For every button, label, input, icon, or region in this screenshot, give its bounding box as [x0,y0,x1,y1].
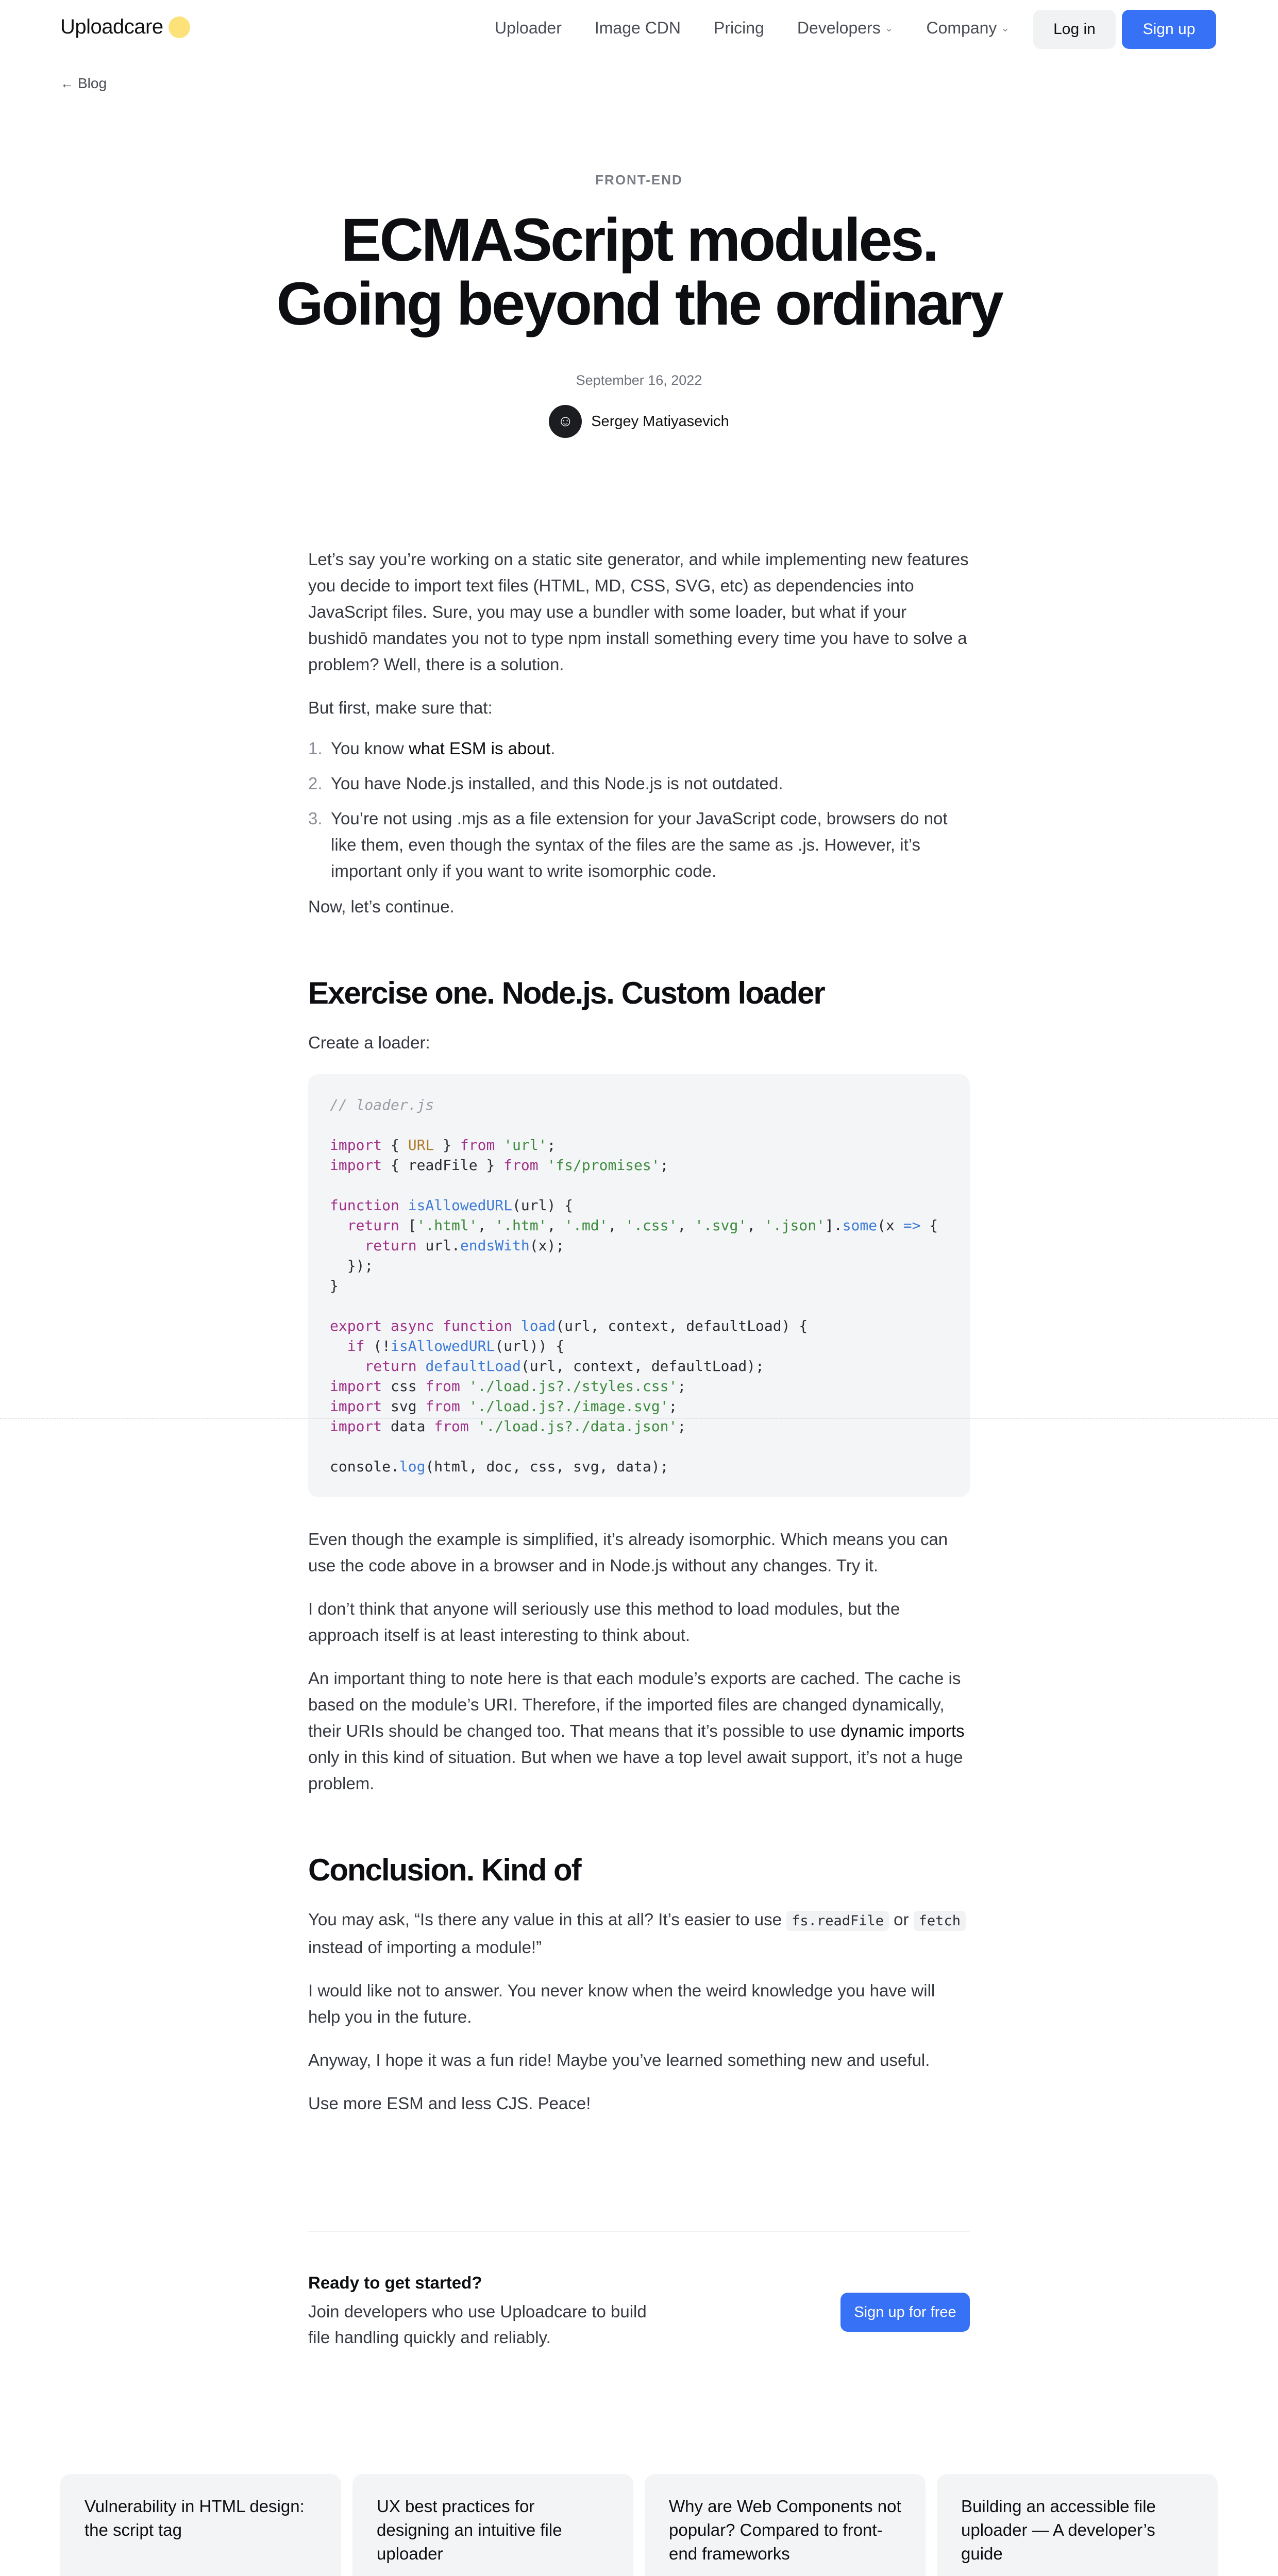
paragraph [308,1665,970,1797]
paragraph [308,1906,970,1960]
code-token: return [364,1358,417,1375]
paragraph: Even though the example is simplified, it’s already isomorphic. Which means you can use the code above in a browser and in Node.js without any changes. Try it. [308,1530,948,1575]
code-token: ; [677,1418,686,1435]
related-posts [60,2474,1218,2576]
nav-item-image-cdn[interactable] [595,19,681,38]
code-token: from [425,1378,460,1395]
code-token: '.htm' [495,1217,547,1234]
code-token [495,1137,503,1154]
code-token: import [330,1398,382,1415]
code-line [330,1296,948,1316]
author-name: Sergey Matiyasevich [591,413,729,430]
nav-item-pricing[interactable] [714,19,764,38]
list-text: You know [331,739,409,758]
intro-paragraph: Let’s say you’re working on a static site generator, and while implementing new features you decide to import text files (HTML, MD, CSS, SVG, etc) as dependencies into JavaScript files. Sure, you may use a bundler with some loader, but what if your bushidō mandates you not to type npm install something every time you have to solve a problem? Well, there is a solution. [308,550,969,674]
code-token: (! [364,1337,391,1354]
inline-code: fetch [914,1911,966,1931]
code-token: './load.js?./data.json' [477,1418,678,1435]
post-date: September 16, 2022 [576,372,702,388]
post-title [0,208,1278,336]
cta-section [308,2273,970,2350]
paragraph: Use more ESM and less CJS. Peace! [308,2094,591,2113]
code-line [330,1456,948,1477]
code-token: function [330,1197,399,1214]
related-post-card[interactable] [352,2474,633,2576]
code-token: css [382,1378,426,1395]
code-token: , [477,1217,495,1234]
code-token: './load.js?./styles.css' [468,1378,678,1395]
code-token: svg [382,1398,426,1415]
logo-sun-icon [169,16,190,38]
card-title: Why are Web Components not popular? Compared to front-end frameworks [669,2497,901,2563]
code-line [330,1256,948,1276]
code-line [330,1376,948,1396]
code-token: , [547,1217,565,1234]
related-post-card[interactable] [60,2474,341,2576]
code-token: , [747,1217,764,1234]
code-token [512,1317,521,1334]
code-token: url. [416,1237,460,1254]
section-divider [308,2231,970,2232]
code-token: '.svg' [695,1217,747,1234]
code-token: { readFile } [382,1157,504,1174]
nav-label: Developers [797,19,881,37]
code-line [330,1276,948,1296]
code-token: (url, context, defaultLoad) { [556,1317,808,1334]
paragraph-text: or [888,1910,914,1929]
code-token: URL [408,1137,434,1154]
code-token: { [382,1137,408,1154]
section-heading-exercise: Exercise one. Node.js. Custom loader [308,976,825,1010]
code-token: '.md' [564,1217,608,1234]
code-token [330,1217,347,1234]
chevron-down-icon: ⌄ [1001,23,1010,34]
arrow-left-icon: ← [60,75,74,91]
code-token: (html, doc, css, svg, data); [425,1458,669,1475]
list-text: . [550,739,556,758]
nav-label: Company [926,19,997,37]
code-token: (x [877,1217,903,1234]
code-token: isAllowedURL [408,1197,513,1214]
paragraph: Now, let’s continue. [308,897,455,916]
back-link-label: Blog [78,75,107,91]
nav-label: Uploader [495,19,562,37]
paragraph: I would like not to answer. You never know when the weird knowledge you have will help you in the future. [308,1981,935,2026]
code-line [330,1135,948,1155]
title-line-2: Going beyond the ordinary [276,270,1002,338]
code-token: import [330,1378,382,1395]
paragraph: Create a loader: [308,1033,430,1052]
code-token [330,1337,347,1354]
requirements-list [308,735,970,884]
code-token: ; [547,1137,556,1154]
nav-item-developers[interactable] [797,19,894,38]
list-number: 3. [308,809,323,828]
code-token: ]. [825,1217,843,1234]
list-number: 2. [308,774,323,793]
code-token: defaultLoad [425,1358,521,1375]
code-token: } [434,1137,460,1154]
code-token: (url)) { [495,1337,565,1354]
signup-button[interactable]: Sign up [1122,10,1216,49]
code-line [330,1416,948,1436]
code-token: }); [330,1257,374,1274]
code-token: ; [677,1378,686,1395]
dynamic-imports-link[interactable]: dynamic imports [840,1721,965,1740]
title-line-1: ECMAScript modules. [341,206,937,274]
code-token: some [842,1217,878,1234]
list-item [308,770,970,796]
uploadcare-logo[interactable] [60,15,190,39]
code-token: (url, context, defaultLoad); [520,1358,764,1375]
code-token: function [443,1317,513,1334]
nav-label: Image CDN [594,19,681,37]
code-line [330,1336,948,1356]
code-token: './load.js?./image.svg' [468,1398,669,1415]
article-body [308,546,970,2116]
code-token: import [330,1418,382,1435]
esm-link[interactable]: what ESM is about [409,739,551,758]
code-token: data [382,1418,434,1435]
code-line [330,1095,948,1115]
author-avatar: ☺ [549,405,582,438]
card-title: Vulnerability in HTML design: the script tag [85,2497,305,2539]
paragraph: Anyway, I hope it was a fun ride! Maybe you’ve learned something new and useful. [308,2050,930,2070]
code-line [330,1235,948,1256]
cta-title: Ready to get started? [308,2273,482,2292]
card-title: UX best practices for designing an intuitive file uploader [377,2497,562,2563]
code-token: '.json' [764,1217,825,1234]
code-token: (x); [529,1237,565,1254]
section-heading-conclusion: Conclusion. Kind of [308,1853,581,1887]
card-title: Building an accessible file uploader — A developer’s guide [961,2497,1156,2563]
code-token: } [330,1277,339,1294]
code-token: async [391,1317,434,1334]
code-token [539,1157,547,1174]
post-author[interactable] [0,405,1278,438]
code-token: ; [660,1157,669,1174]
back-to-blog-link[interactable] [60,75,107,92]
code-token: (url) { [512,1197,574,1214]
code-line [330,1195,948,1215]
paragraph: But first, make sure that: [308,698,493,717]
code-token: , [677,1217,695,1234]
code-token: => [903,1217,921,1234]
code-line [330,1115,948,1135]
code-token: log [399,1458,426,1475]
code-token: from [460,1137,495,1154]
code-token: [ [399,1217,417,1234]
code-line [330,1316,948,1336]
code-token: return [347,1217,399,1234]
nav-label: Pricing [714,19,764,37]
code-line [330,1215,948,1235]
code-token: import [330,1157,382,1174]
code-token: { [920,1217,938,1234]
paragraph-text: You may ask, “Is there any value in this at all? It’s easier to use [308,1910,787,1929]
code-token: '.css' [625,1217,678,1234]
code-line [330,1175,948,1195]
list-number: 1. [308,739,323,758]
code-token [460,1398,469,1415]
paragraph-text: instead of importing a module!” [308,1938,542,1957]
cta-text: Join developers who use Uploadcare to build file handling quickly and reliably. [308,2302,647,2347]
code-token: 'url' [503,1137,547,1154]
login-button[interactable]: Log in [1033,10,1116,49]
code-line [330,1396,948,1416]
paragraph: I don’t think that anyone will seriously use this method to load modules, but the approach itself is at least interesting to think about. [308,1599,900,1645]
code-token: , [608,1217,626,1234]
code-token: from [503,1157,539,1174]
code-token: console. [330,1458,399,1475]
code-token: endsWith [460,1237,530,1254]
code-token [417,1358,426,1375]
code-token [399,1197,408,1214]
code-token: return [364,1237,417,1254]
nav-item-company[interactable] [926,19,1010,38]
main-nav [495,19,1042,38]
code-line [330,1356,948,1376]
list-item [308,735,970,761]
code-line [330,1436,948,1456]
code-token: load [520,1317,556,1334]
code-token [469,1418,478,1435]
site-header [0,0,1278,59]
code-token: from [434,1418,469,1435]
inline-code: fs.readFile [786,1911,889,1931]
code-token: import [330,1137,382,1154]
page-fold-divider [0,1418,1278,1419]
signup-for-free-button[interactable]: Sign up for free [840,2293,970,2332]
code-token: '.html' [416,1217,478,1234]
code-token: export [330,1317,382,1334]
code-token [330,1358,364,1375]
code-token [330,1237,364,1254]
post-category[interactable]: FRONT-END [595,172,683,188]
list-text: You have Node.js installed, and this Node.js is not outdated. [331,774,783,793]
nav-item-uploader[interactable] [495,19,562,38]
code-token: 'fs/promises' [547,1157,660,1174]
code-token: from [425,1398,460,1415]
logo-text: Uploadcare [60,15,163,38]
code-token: ; [668,1398,678,1415]
code-token: // loader.js [330,1096,434,1113]
code-token: if [347,1337,365,1354]
code-token [460,1378,469,1395]
list-item [308,805,970,884]
code-token: isAllowedURL [391,1337,495,1354]
code-block[interactable] [308,1074,970,1497]
code-line [330,1155,948,1175]
chevron-down-icon: ⌄ [884,23,894,34]
paragraph-text: only in this kind of situation. But when we have a top level await support, it’s not a huge problem. [308,1748,963,1793]
list-text: You’re not using .mjs as a file extension for your JavaScript code, browsers do not like them, even though the syntax of the files are the same as .js. However, it’s important only if you want to write isomorphic code. [331,809,948,880]
related-post-card[interactable] [645,2474,926,2576]
related-post-card[interactable] [937,2474,1218,2576]
code-token [382,1317,391,1334]
paragraph-text: An important thing to note here is that each module’s exports are cached. The cache is based on the module’s URI. Therefore, if the imported files are changed dynamically, their URIs should be changed too. That means that it’s possible to use [308,1669,961,1740]
code-token [434,1317,443,1334]
